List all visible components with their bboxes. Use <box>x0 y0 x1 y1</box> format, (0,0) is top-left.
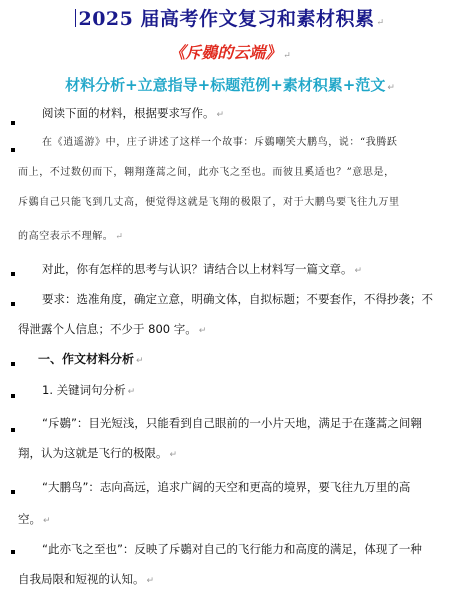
text-line: 空。 ↵ <box>18 512 51 526</box>
paragraph-mark-icon: ↵ <box>387 83 395 93</box>
paragraph-bullet <box>11 148 15 152</box>
section-subhead <box>0 74 460 95</box>
subhead-text: 材料分析+立意指导+标题范例+素材积累+范文 <box>65 76 386 94</box>
text-line: 1. 关键词句分析 ↵ <box>42 383 136 397</box>
text-line: “此亦飞之至也”：反映了斥鷃对自己的飞行能力和高度的满足，体现了一种 <box>42 542 422 556</box>
paragraph-mark-icon: ↵ <box>43 516 51 526</box>
paragraph-mark-icon: ↵ <box>216 110 225 120</box>
title-text: 2025 届高考作文复习和素材积累 <box>78 8 375 30</box>
paragraph-bullet <box>11 550 15 554</box>
text-line: 要求：选准角度，确定立意，明确文体，自拟标题；不要套作，不得抄袭；不 <box>42 292 433 306</box>
paragraph-bullet <box>11 362 15 366</box>
paragraph-mark-icon: ↵ <box>115 232 124 242</box>
text-line: “斥鷃”：目光短浅，只能看到自己眼前的一小片天地，满足于在蓬蒿之间翱 <box>42 416 422 430</box>
text-line: 在《逍遥游》中，庄子讲述了这样一个故事：斥鷃嘲笑大鹏鸟，说：“我腾跃 <box>42 137 398 148</box>
paragraph-mark-icon: ↵ <box>354 266 363 276</box>
text-line: 翔，认为这就是飞行的极限。 ↵ <box>18 446 178 460</box>
text-line: 对此，你有怎样的思考与认识？请结合以上材料写一篇文章。 ↵ <box>42 262 363 276</box>
section-heading: 一、作文材料分析 ↵ <box>38 352 144 366</box>
text-line: 得泄露个人信息；不少于 800 字。 ↵ <box>18 322 207 336</box>
document-title <box>0 4 460 31</box>
text-line: 自我局限和短视的认知。 ↵ <box>18 572 155 586</box>
text-line: “大鹏鸟”：志向高远，追求广阔的天空和更高的境界，要飞往九万里的高 <box>42 480 411 494</box>
paragraph-mark-icon: ↵ <box>376 18 385 28</box>
paragraph-mark-icon: ↵ <box>127 387 136 397</box>
paragraph-bullet <box>11 394 15 398</box>
paragraph-bullet <box>11 490 15 494</box>
text-line: 阅读下面的材料，根据要求写作。 ↵ <box>42 106 225 120</box>
paragraph-mark-icon: ↵ <box>146 576 155 586</box>
paragraph-mark-icon: ↵ <box>198 326 207 336</box>
paragraph-bullet <box>11 302 15 306</box>
paragraph-mark-icon: ↵ <box>283 51 291 61</box>
paragraph-mark-icon: ↵ <box>169 450 178 460</box>
paragraph-mark-icon: ↵ <box>136 356 144 366</box>
essay-subtitle <box>0 40 460 63</box>
paragraph-bullet <box>11 121 15 125</box>
text-line: 而上，不过数仞而下，翱翔蓬蒿之间，此亦飞之至也。而彼且奚适也？”意思是， <box>18 167 395 178</box>
paragraph-bullet <box>11 272 15 276</box>
paragraph-bullet <box>11 428 15 432</box>
text-line: 的高空表示不理解。 ↵ <box>18 231 124 242</box>
text-line: 斥鷃自己只能飞到几丈高，便觉得这就是飞翔的极限了，对于大鹏鸟要飞往九万里 <box>18 197 400 208</box>
subtitle-text: 《斥鷃的云端》 <box>169 43 282 62</box>
text-cursor <box>75 9 76 27</box>
